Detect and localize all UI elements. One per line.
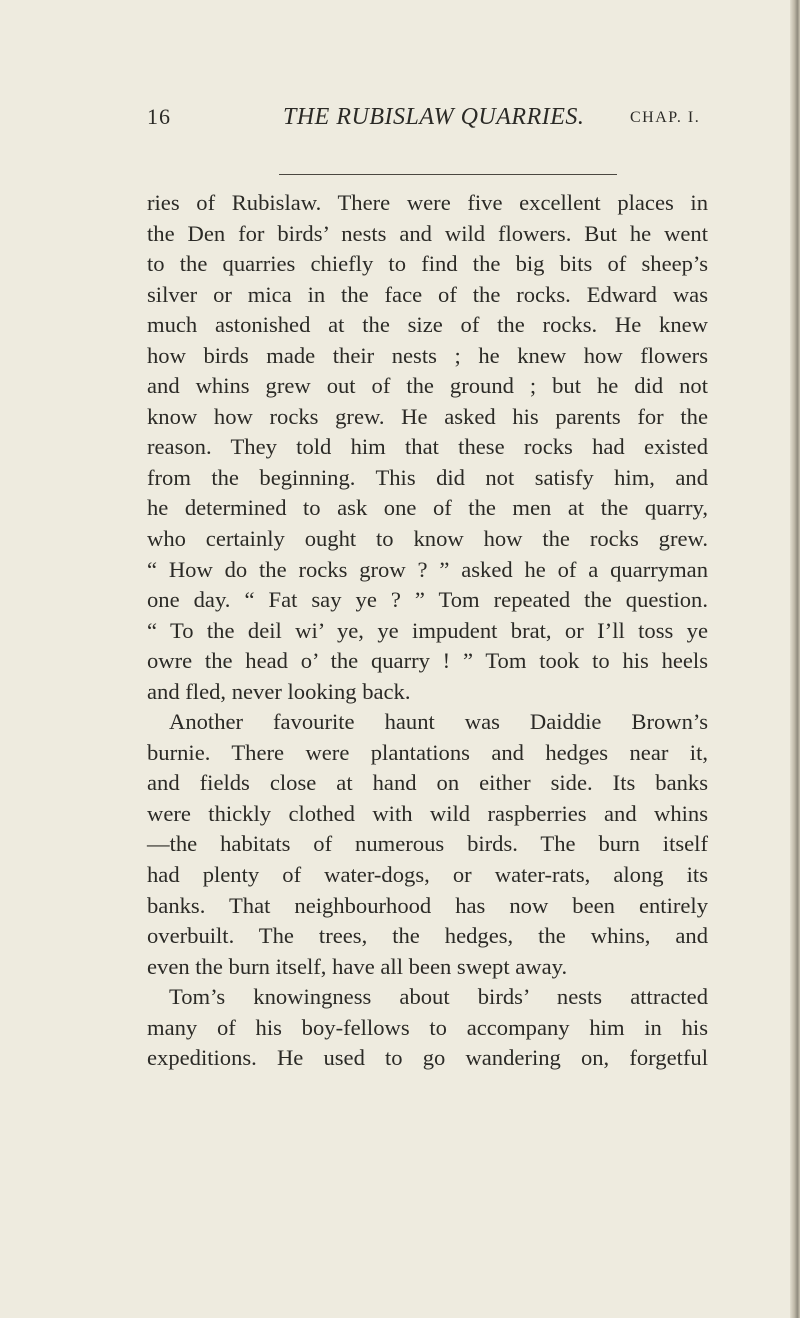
text-line: —the habitats of numerous birds. The burn itself <box>147 831 708 857</box>
text-line: “ How do the rocks grow ? ” asked he of a quarryman <box>147 556 708 582</box>
text-line: ries of Rubislaw. There were five excellent places in <box>147 190 708 215</box>
text-line: who certainly ought to know how the rocks grew. <box>147 526 708 552</box>
body-text <box>147 188 708 1074</box>
text-line: and fields close at hand on either side. Its banks <box>147 770 708 796</box>
text-line: Another favourite haunt was Daiddie Brown’s <box>169 709 708 735</box>
text-line: he determined to ask one of the men at the quarry, <box>147 495 708 521</box>
text-line: expeditions. He used to go wandering on, forgetful <box>147 1045 708 1071</box>
text-line: banks. That neighbourhood has now been entirely <box>147 892 708 918</box>
text-line: and whins grew out of the ground ; but he did not <box>147 373 708 399</box>
text-line: were thickly clothed with wild raspberries and whins <box>147 800 708 826</box>
text-line: overbuilt. The trees, the hedges, the whins, and <box>147 923 708 949</box>
text-line: and fled, never looking back. <box>147 678 411 704</box>
page-number: 16 <box>147 104 171 129</box>
text-line: “ To the deil wi’ ye, ye impudent brat, or I’ll toss ye <box>147 617 708 643</box>
text-line: one day. “ Fat say ye ? ” Tom repeated the question. <box>147 587 708 613</box>
text-line: burnie. There were plantations and hedges near it, <box>147 739 708 765</box>
text-line: how birds made their nests ; he knew how flowers <box>147 342 708 368</box>
page-header <box>147 104 707 138</box>
page-edge-shadow <box>790 0 800 1318</box>
text-line: owre the head o’ the quarry ! ” Tom took to his heels <box>147 648 708 674</box>
text-line: many of his boy-fellows to accompany him in his <box>147 1014 708 1040</box>
chapter-label: CHAP. I. <box>630 109 701 126</box>
running-title: THE RUBISLAW QUARRIES. <box>283 104 585 130</box>
text-line: the Den for birds’ nests and wild flowers. But he went <box>147 220 708 246</box>
text-line: know how rocks grew. He asked his parents for the <box>147 403 708 429</box>
text-line: had plenty of water-dogs, or water-rats, along its <box>147 862 708 888</box>
text-line: silver or mica in the face of the rocks. Edward was <box>147 281 708 307</box>
text-line: to the quarries chiefly to find the big bits of sheep’s <box>147 251 708 277</box>
text-line: from the beginning. This did not satisfy him, and <box>147 464 708 490</box>
header-rule <box>279 174 617 175</box>
text-line: reason. They told him that these rocks had existed <box>147 434 708 460</box>
text-line: much astonished at the size of the rocks. He knew <box>147 312 708 338</box>
text-line: even the burn itself, have all been swept away. <box>147 953 568 979</box>
text-line: Tom’s knowingness about birds’ nests attracted <box>169 984 708 1010</box>
